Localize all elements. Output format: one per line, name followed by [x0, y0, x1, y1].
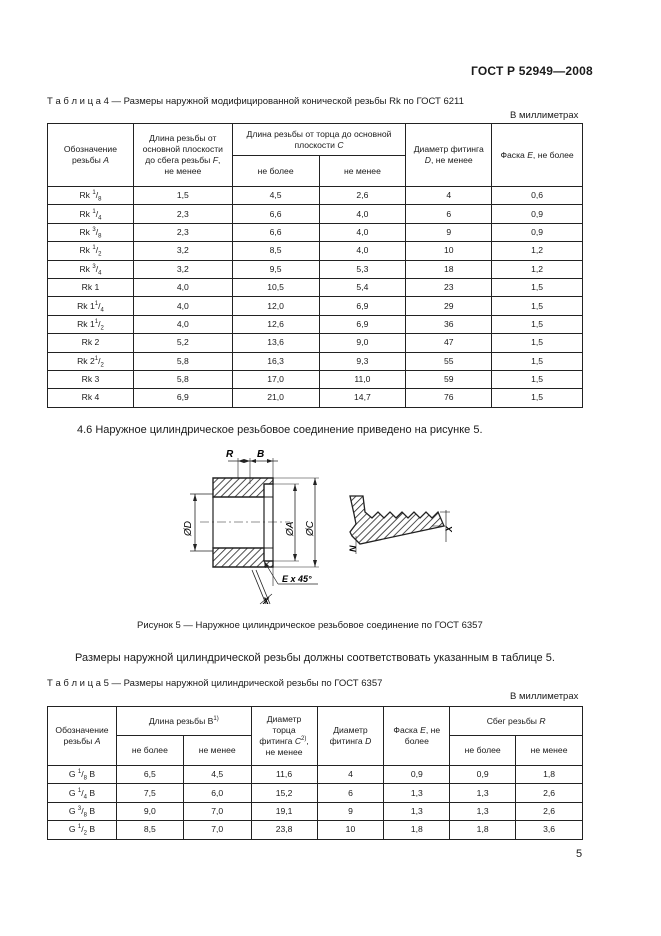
cell-cmin: 4,0 [319, 205, 406, 223]
cell-cmax: 17,0 [232, 370, 319, 388]
cell-c: 23,8 [251, 821, 317, 839]
designation-suffix: B [86, 787, 96, 798]
cell-cmin: 5,4 [319, 278, 406, 296]
cell-d: 23 [406, 278, 492, 296]
cell-e: 0,9 [492, 205, 583, 223]
cell-c: 11,6 [251, 766, 317, 784]
thread-designation [48, 389, 134, 407]
designation-base: Rk 4 [81, 392, 100, 403]
cell-d: 76 [406, 389, 492, 407]
cell-cmin: 4,0 [319, 242, 406, 260]
cell-d: 29 [406, 297, 492, 315]
cell-e: 1,5 [492, 352, 583, 370]
table5-caption-prefix: Т а б л и ц а 5 [47, 678, 109, 689]
table-row [48, 821, 583, 839]
thread-designation: Rk $^1/_8$ [48, 187, 134, 205]
cell-d: 6 [317, 784, 384, 802]
cell-f: 3,2 [133, 242, 232, 260]
cell-e: 0,9 [492, 223, 583, 241]
designation-base: Rk 2 [81, 337, 100, 348]
cell-e: 1,8 [384, 821, 450, 839]
table-row [48, 297, 583, 315]
cell-rmin: 3,6 [516, 821, 583, 839]
thread-designation: Rk $1^1/_4$ [48, 297, 134, 315]
designation-numerator: 1 [92, 245, 96, 252]
cell-e: 1,2 [492, 242, 583, 260]
label-x-detail: X [444, 525, 454, 532]
t5-header-chamfer: Фаска E, не более [384, 707, 450, 766]
document-header: ГОСТ Р 52949—2008 [471, 64, 593, 78]
label-c: ØC [305, 521, 316, 536]
thread-designation: Rk $^1/_2$ [48, 242, 134, 260]
cell-e: 1,3 [384, 802, 450, 820]
thread-designation [48, 370, 134, 388]
cell-e: 1,3 [384, 784, 450, 802]
table-row [48, 260, 583, 278]
cell-cmin: 11,0 [319, 370, 406, 388]
cell-rmin: 2,6 [516, 784, 583, 802]
cell-d: 59 [406, 370, 492, 388]
t5-header-face-diameter-sup: 2) [301, 736, 307, 743]
designation-numerator: 1 [92, 190, 96, 197]
cell-c: 19,1 [251, 802, 317, 820]
cell-d: 10 [317, 821, 384, 839]
t5-header-length-b [116, 707, 251, 736]
thread-detail [350, 496, 450, 554]
t5-header-face-diameter: Диаметр торца фитинга $C^{2)}$, не менее [251, 707, 317, 766]
thread-designation: Rk $^3/_4$ [48, 260, 134, 278]
cell-cmax: 13,6 [232, 334, 319, 352]
cell-d: 4 [317, 766, 384, 784]
designation-suffix: B [86, 769, 96, 780]
designation-numerator: 1 [92, 208, 96, 215]
cell-rmax: 1,8 [450, 821, 516, 839]
cell-bmax: 6,5 [116, 766, 183, 784]
designation-base: Rk [79, 245, 93, 256]
t5-header-r-not-less: не менее [516, 736, 583, 766]
label-e: E x 45° [282, 574, 312, 584]
designation-base: Rk [79, 226, 93, 237]
designation-numerator: 1 [94, 319, 99, 326]
cell-d: 9 [317, 802, 384, 820]
designation-suffix: B [86, 824, 96, 835]
t5-header-r-not-more: не более [450, 736, 516, 766]
page-number: 5 [576, 848, 583, 860]
thread-designation [48, 278, 134, 296]
table-row [48, 766, 583, 784]
cell-f: 5,2 [133, 334, 232, 352]
designation-denominator: 2 [100, 362, 104, 369]
t5-header-b-not-more: не более [116, 736, 183, 766]
cell-rmin: 2,6 [516, 802, 583, 820]
table-row [48, 802, 583, 820]
thread-designation: Rk $^1/_4$ [48, 205, 134, 223]
designation-suffix: B [86, 805, 96, 816]
cell-d: 9 [406, 223, 492, 241]
cell-cmax: 9,5 [232, 260, 319, 278]
designation-denominator: 2 [100, 325, 104, 332]
designation-base: Rk 3 [81, 374, 100, 385]
t5-header-length-b-sup: 1) [213, 715, 219, 722]
cell-d: 4 [406, 187, 492, 205]
table5 [47, 706, 583, 840]
label-d: ØD [183, 521, 194, 536]
cell-f: 2,3 [133, 223, 232, 241]
cell-cmax: 6,6 [232, 205, 319, 223]
designation-base: Rk [79, 190, 93, 201]
thread-designation: Rk $^3/_8$ [48, 223, 134, 241]
cell-rmin: 1,8 [516, 766, 583, 784]
table5-caption-text: — Размеры наружной цилиндрической резьбы по ГОСТ 6357 [108, 678, 383, 689]
table-row [48, 315, 583, 333]
thread-designation: G $^1/_4$ B [48, 784, 117, 802]
cell-cmin: 14,7 [319, 389, 406, 407]
thread-designation: G $^3/_8$ B [48, 802, 117, 820]
designation-denominator: 2 [83, 831, 87, 838]
t5-header-b-not-less: не менее [183, 736, 251, 766]
designation-numerator: 3 [92, 263, 96, 270]
thread-designation: Rk $1^1/_2$ [48, 315, 134, 333]
cell-d: 47 [406, 334, 492, 352]
cell-e: 1,2 [492, 260, 583, 278]
table4-units: В миллиметрах [510, 110, 579, 121]
t5-header-designation: Обозначение резьбы A [48, 707, 117, 766]
designation-numerator: 3 [92, 227, 96, 234]
designation-base: Rk 1 [77, 318, 95, 329]
thread-designation [48, 334, 134, 352]
cell-f: 4,0 [133, 315, 232, 333]
cell-rmax: 0,9 [450, 766, 516, 784]
table5-caption [47, 678, 382, 689]
table-row [48, 389, 583, 407]
cell-f: 3,2 [133, 260, 232, 278]
t4-header-designation: Обозначение резьбы A [48, 124, 134, 187]
designation-denominator: 8 [83, 812, 87, 819]
cell-c: 15,2 [251, 784, 317, 802]
cell-e: 1,5 [492, 278, 583, 296]
t4-header-not-less: не менее [319, 156, 406, 187]
paragraph-4-6: 4.6 Наружное цилиндрическое резьбовое соединение приведено на рисунке 5. [77, 424, 483, 436]
designation-denominator: 8 [98, 233, 102, 240]
designation-denominator: 4 [98, 270, 102, 277]
cell-cmax: 21,0 [232, 389, 319, 407]
cell-cmin: 4,0 [319, 223, 406, 241]
table-row [48, 187, 583, 205]
cell-cmax: 4,5 [232, 187, 319, 205]
thread-designation: G $^1/_2$ B [48, 821, 117, 839]
table-row [48, 784, 583, 802]
cell-cmin: 5,3 [319, 260, 406, 278]
cell-bmin: 7,0 [183, 802, 251, 820]
t5-header-diameter: Диаметр фитинга D [317, 707, 384, 766]
paragraph-table5: Размеры наружной цилиндрической резьбы должны соответствовать указанным в таблице 5. [75, 652, 555, 664]
cell-rmax: 1,3 [450, 784, 516, 802]
designation-base: Rk 2 [77, 355, 95, 366]
cell-d: 6 [406, 205, 492, 223]
table-row [48, 242, 583, 260]
t4-header-length-f: Длина резьбы от основной плоскости до сбега резьбы F, не менее [133, 124, 232, 187]
designation-denominator: 4 [98, 215, 102, 222]
t4-header-length-c: Длина резьбы от торца до основной плоскости C [232, 124, 406, 156]
t4-header-diameter: Диаметр фитинга D, не менее [406, 124, 492, 187]
designation-base: Rk [79, 208, 93, 219]
cell-cmin: 6,9 [319, 297, 406, 315]
table4 [47, 123, 583, 408]
cell-cmax: 16,3 [232, 352, 319, 370]
designation-numerator: 1 [77, 787, 82, 794]
designation-numerator: 3 [77, 806, 82, 813]
cell-f: 4,0 [133, 278, 232, 296]
label-n: N [348, 545, 358, 552]
designation-base: Rk [79, 263, 93, 274]
table4-caption-text: — Размеры наружной модифицированной конической резьбы Rk по ГОСТ 6211 [108, 96, 464, 107]
designation-base: Rk 1 [81, 282, 100, 293]
designation-prefix: G [68, 787, 78, 798]
cell-e: 1,5 [492, 389, 583, 407]
cell-e: 1,5 [492, 334, 583, 352]
t5-header-runout: Сбег резьбы R [450, 707, 583, 736]
cell-f: 5,8 [133, 352, 232, 370]
table-row [48, 334, 583, 352]
table-row [48, 352, 583, 370]
cell-cmax: 12,0 [232, 297, 319, 315]
label-a: ØA [285, 521, 296, 536]
thread-designation: G $^1/_8$ B [48, 766, 117, 784]
figure-5-caption: Рисунок 5 — Наружное цилиндрическое резьбовое соединение по ГОСТ 6357 [137, 620, 483, 631]
designation-numerator: 1 [77, 769, 82, 776]
cell-f: 4,0 [133, 297, 232, 315]
table-row [48, 205, 583, 223]
cell-d: 55 [406, 352, 492, 370]
table4-caption-prefix: Т а б л и ц а 4 [47, 96, 109, 107]
designation-numerator: 1 [94, 300, 99, 307]
cell-bmax: 8,5 [116, 821, 183, 839]
cell-cmin: 6,9 [319, 315, 406, 333]
cell-cmin: 2,6 [319, 187, 406, 205]
t4-header-not-more: не более [232, 156, 319, 187]
table5-units: В миллиметрах [510, 691, 579, 702]
t5-header-length-b-text: Длина резьбы B [148, 715, 214, 726]
cell-bmax: 7,5 [116, 784, 183, 802]
cell-d: 10 [406, 242, 492, 260]
cell-bmin: 7,0 [183, 821, 251, 839]
cell-d: 36 [406, 315, 492, 333]
table-row [48, 278, 583, 296]
designation-denominator: 8 [98, 196, 102, 203]
cell-cmin: 9,0 [319, 334, 406, 352]
designation-base: Rk 1 [77, 300, 95, 311]
cell-d: 18 [406, 260, 492, 278]
cell-e: 0,6 [492, 187, 583, 205]
cell-e: 1,5 [492, 297, 583, 315]
cell-bmin: 4,5 [183, 766, 251, 784]
designation-numerator: 1 [94, 355, 99, 362]
thread-designation: Rk $2^1/_2$ [48, 352, 134, 370]
cell-e: 0,9 [384, 766, 450, 784]
cell-f: 1,5 [133, 187, 232, 205]
designation-numerator: 1 [77, 824, 82, 831]
cell-e: 1,5 [492, 370, 583, 388]
cell-bmax: 9,0 [116, 802, 183, 820]
figure-5-drawing [160, 444, 470, 610]
label-x: X [263, 596, 270, 606]
cell-f: 6,9 [133, 389, 232, 407]
table-row [48, 370, 583, 388]
cell-cmin: 9,3 [319, 352, 406, 370]
table-row [48, 223, 583, 241]
designation-denominator: 4 [100, 307, 104, 314]
cell-e: 1,5 [492, 315, 583, 333]
cell-cmax: 12,6 [232, 315, 319, 333]
t4-header-chamfer: Фаска E, не более [492, 124, 583, 187]
cell-cmax: 10,5 [232, 278, 319, 296]
cell-cmax: 6,6 [232, 223, 319, 241]
designation-denominator: 4 [83, 794, 87, 801]
designation-denominator: 2 [98, 252, 102, 259]
cell-bmin: 6,0 [183, 784, 251, 802]
cell-f: 2,3 [133, 205, 232, 223]
table4-caption [47, 96, 464, 107]
label-b: B [257, 449, 265, 460]
designation-denominator: 8 [83, 775, 87, 782]
designation-prefix: G [68, 769, 78, 780]
label-r: R [226, 449, 234, 460]
cell-cmax: 8,5 [232, 242, 319, 260]
cell-rmax: 1,3 [450, 802, 516, 820]
fitting-section [200, 478, 290, 567]
designation-prefix: G [68, 824, 78, 835]
designation-prefix: G [68, 805, 78, 816]
cell-f: 5,8 [133, 370, 232, 388]
